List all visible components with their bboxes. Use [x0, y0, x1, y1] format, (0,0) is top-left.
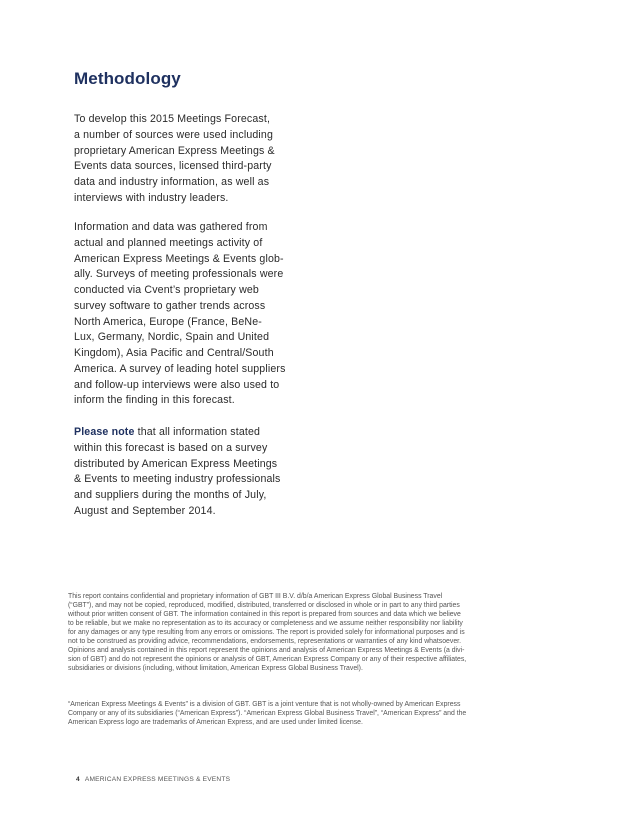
text-line: survey software to gather trends across	[74, 299, 266, 312]
text-line: To develop this 2015 Meetings Forecast,	[74, 113, 271, 125]
disclaimer-line: “American Express Meetings & Events” is a division of GBT. GBT is a joint venture that is not wholly-owned by American Express	[68, 701, 461, 708]
page-footer	[76, 776, 230, 783]
disclaimer-line: American Express logo are trademarks of American Express, and are used under limited license.	[68, 719, 363, 727]
text-line: interviews with industry leaders.	[74, 191, 229, 204]
disclaimer-line: to be reliable, but we make no representation as to its accuracy or completeness and we assume neither responsibility nor liability	[68, 620, 463, 628]
text-line: & Events to meeting industry professionals	[74, 473, 281, 486]
text-line: North America, Europe (France, BeNe-	[74, 315, 262, 328]
text-line: Information and data was gathered from	[74, 221, 268, 233]
text-line: conducted via Cvent’s proprietary web	[74, 284, 259, 296]
disclaimer-line: for any damages or any type resulting from any errors or omissions. The report is provided solely for informational purposes and is	[68, 629, 465, 637]
disclaimer-line: Opinions and analysis contained in this report represent the opinions and analysis of American Express Meetings & Events (a divi-	[68, 647, 465, 655]
trademark-disclaimer	[68, 700, 568, 727]
text-line	[74, 425, 298, 441]
please-note-text: that all information stated	[134, 426, 261, 438]
disclaimer-line: without prior written consent of GBT. The information contained in this report is prepared from sources and data which we believe	[68, 611, 461, 619]
methodology-paragraph-data-gathering	[74, 220, 298, 409]
text-line: and suppliers during the months of July,	[74, 489, 267, 501]
footer-text: AMERICAN EXPRESS MEETINGS & EVENTS	[84, 776, 231, 783]
page-title: Methodology	[74, 69, 181, 88]
methodology-paragraph-please-note	[74, 425, 298, 520]
text-line: August and September 2014.	[74, 504, 216, 517]
disclaimer-line: sion of GBT) and do not represent the opinions or analysis of GBT, American Express Company or any of their respective affiliates,	[68, 656, 467, 664]
please-note-label: Please note	[74, 426, 135, 438]
confidentiality-disclaimer	[68, 592, 568, 673]
text-line: within this forecast is based on a survey	[74, 441, 268, 454]
methodology-paragraph-sources	[74, 112, 298, 207]
text-line: America. A survey of leading hotel suppliers	[74, 362, 286, 375]
text-line: distributed by American Express Meetings	[74, 457, 278, 470]
text-line: actual and planned meetings activity of	[74, 236, 263, 249]
text-line: American Express Meetings & Events glob-	[74, 252, 284, 265]
disclaimer-line: (“GBT”), and may not be copied, reproduced, modified, distributed, transferred or disclosed in whole or in part to any third parties	[68, 602, 460, 610]
text-line: proprietary American Express Meetings &	[74, 144, 275, 157]
text-line: and follow-up interviews were also used to	[74, 378, 280, 391]
text-line: data and industry information, as well as	[74, 176, 270, 188]
disclaimer-line: Company or any of its subsidiaries (“American Express”). “American Express Global Business Travel”, “American Express” and the	[68, 710, 467, 718]
page-number: 4	[76, 776, 80, 783]
text-line: inform the finding in this forecast.	[74, 394, 235, 407]
text-line: a number of sources were used including	[74, 128, 273, 141]
disclaimer-line: subsidiaries or divisions (including, without limitation, American Express Global Business Travel).	[68, 665, 363, 673]
text-line: Kingdom), Asia Pacific and Central/South	[74, 347, 274, 359]
text-line: ally. Surveys of meeting professionals were	[74, 268, 284, 281]
disclaimer-line: not to be construed as providing advice, recommendations, endorsements, representations or warranties of any kind whatsoever.	[68, 638, 461, 646]
text-line: Lux, Germany, Nordic, Spain and United	[74, 331, 270, 344]
disclaimer-line: This report contains confidential and proprietary information of GBT III B.V. d/b/a American Express Global Business Travel	[68, 593, 443, 600]
text-line: Events data sources, licensed third-party	[74, 160, 272, 173]
